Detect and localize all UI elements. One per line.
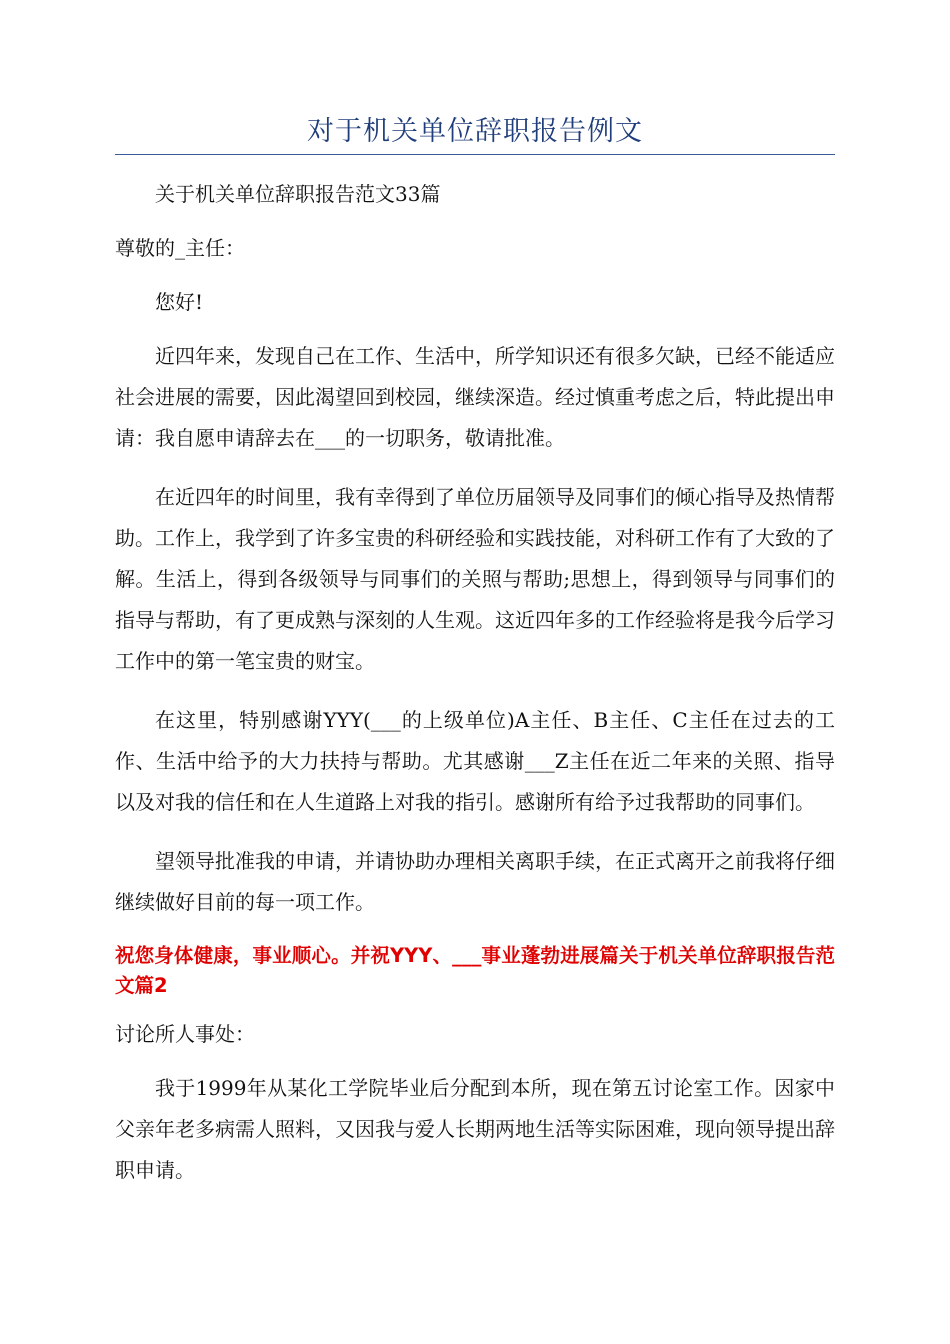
highlight-heading: 祝您身体健康，事业顺心。并祝YYY、___事业蓬勃进展篇关于机关单位辞职报告范文篇2 [115,944,835,997]
salutation-2: 讨论所人事处： [115,1022,255,1046]
paragraph-4: 望领导批准我的申请，并请协助办理相关离职手续，在正式离开之前我将仔细继续做好目前的每一项工作。 [115,849,835,914]
title-underline [115,154,835,155]
greeting: 您好! [155,290,204,314]
document-body [115,174,835,1191]
salutation: 尊敬的_主任： [115,236,245,260]
document-title: 对于机关单位辞职报告例文 [307,116,643,147]
paragraph-2: 在近四年的时间里，我有幸得到了单位历届领导及同事们的倾心指导及热情帮助。工作上，我学到了许多宝贵的科研经验和实践技能，对科研工作有了大致的了解。生活上，得到各级领导与同事们的关照与帮助;思想上，得到领导与同事们的指导与帮助，有了更成熟与深刻的人生观。这近四年多的工作经验将是我今后学习工作中的第一笔宝贵的财宝。 [115,485,835,673]
paragraph-5: 我于1999年从某化工学院毕业后分配到本所，现在第五讨论室工作。因家中父亲年老多病需人照料，又因我与爱人长期两地生活等实际困难，现向领导提出辞职申请。 [115,1076,835,1182]
paragraph-1: 近四年来，发现自己在工作、生活中，所学知识还有很多欠缺，已经不能适应社会进展的需要，因此渴望回到校园，继续深造。经过慎重考虑之后，特此提出申请：我自愿申请辞去在___的一切职务，敬请批准。 [115,344,835,450]
paragraph-3: 在这里，特别感谢YYY(___的上级单位)A主任、B主任、C主任在过去的工作、生活中给予的大力扶持与帮助。尤其感谢___Z主任在近二年来的关照、指导以及对我的信任和在人生道路上对我的指引。感谢所有给予过我帮助的同事们。 [115,708,835,814]
subtitle: 关于机关单位辞职报告范文33篇 [155,182,441,206]
